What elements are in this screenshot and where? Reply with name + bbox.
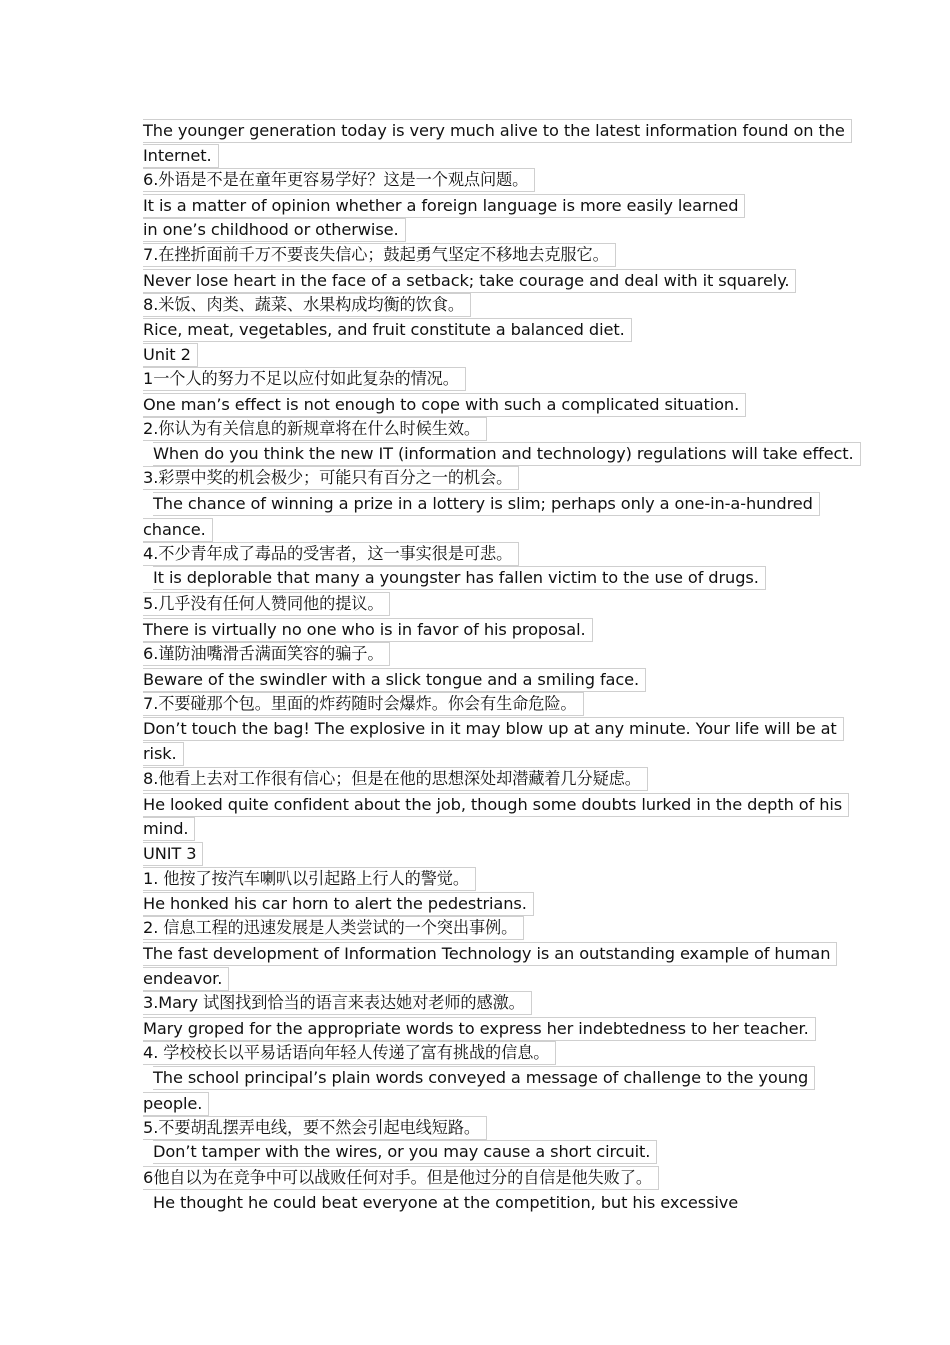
line-text: 3.Mary 试图找到恰当的语言来表达她对老师的感激。 — [143, 991, 532, 1015]
line-text: Internet. — [143, 144, 219, 168]
line-text: 8.米饭、肉类、蔬菜、水果构成均衡的饮食。 — [143, 293, 471, 317]
line-text: It is a matter of opinion whether a foreign language is more easily learned — [143, 194, 745, 218]
text-line — [143, 1166, 659, 1190]
text-line — [143, 642, 390, 666]
text-line — [143, 692, 584, 716]
line-text: Rice, meat, vegetables, and fruit constitute a balanced diet. — [143, 318, 632, 342]
line-text: 1. 他按了按汽车喇叭以引起路上行人的警觉。 — [143, 867, 476, 891]
text-line — [143, 916, 524, 940]
text-line — [143, 742, 184, 766]
text-line — [143, 1092, 209, 1116]
text-line — [143, 867, 476, 891]
text-line — [153, 1066, 815, 1090]
line-text: The chance of winning a prize in a lottery is slim; perhaps only a one-in-a-hundred — [153, 492, 820, 516]
line-text: He honked his car horn to alert the pedestrians. — [143, 892, 534, 916]
line-text: One man’s effect is not enough to cope with such a complicated situation. — [143, 393, 746, 417]
text-line — [143, 991, 532, 1015]
text-line — [143, 243, 616, 267]
text-line — [143, 793, 849, 817]
text-line — [143, 668, 646, 692]
line-text: 5.几乎没有任何人赞同他的提议。 — [143, 592, 390, 616]
line-text: mind. — [143, 817, 195, 841]
text-line — [143, 1041, 556, 1065]
line-text: 7.不要碰那个包。里面的炸药随时会爆炸。你会有生命危险。 — [143, 692, 584, 716]
text-line — [143, 367, 466, 391]
line-text: Don’t tamper with the wires, or you may cause a short circuit. — [153, 1140, 657, 1164]
line-text: He looked quite confident about the job, though some doubts lurked in the depth of his — [143, 793, 849, 817]
line-text: It is deplorable that many a youngster has fallen victim to the use of drugs. — [153, 566, 766, 590]
text-line — [143, 144, 219, 168]
text-line — [143, 194, 745, 218]
line-text: 6.谨防油嘴滑舌满面笑容的骗子。 — [143, 642, 390, 666]
text-line — [153, 1140, 657, 1164]
text-line — [143, 466, 519, 490]
text-line — [143, 269, 796, 293]
text-line — [143, 592, 390, 616]
line-text: risk. — [143, 742, 184, 766]
line-text: endeavor. — [143, 967, 229, 991]
line-text: Don’t touch the bag! The explosive in it may blow up at any minute. Your life will be at — [143, 717, 844, 741]
text-line — [143, 1116, 487, 1140]
line-text: There is virtually no one who is in favor of his proposal. — [143, 618, 593, 642]
line-text: 6.外语是不是在童年更容易学好？这是一个观点问题。 — [143, 168, 535, 192]
text-line — [143, 393, 746, 417]
line-text: When do you think the new IT (information and technology) regulations will take effect. — [153, 442, 861, 466]
text-line — [143, 119, 852, 143]
text-line — [143, 293, 471, 317]
line-text: Never lose heart in the face of a setback; take courage and deal with it squarely. — [143, 269, 796, 293]
line-text: Beware of the swindler with a slick tongue and a smiling face. — [143, 668, 646, 692]
line-text: 2.你认为有关信息的新规章将在什么时候生效。 — [143, 417, 487, 441]
text-line — [143, 542, 519, 566]
section-heading — [143, 842, 203, 866]
line-text: 4. 学校校长以平易话语向年轻人传递了富有挑战的信息。 — [143, 1041, 556, 1065]
section-heading — [143, 343, 198, 367]
text-line — [143, 1017, 816, 1041]
line-text: 8.他看上去对工作很有信心；但是在他的思想深处却潜藏着几分疑虑。 — [143, 767, 648, 791]
text-line — [143, 218, 406, 242]
line-text: 4.不少青年成了毒品的受害者，这一事实很是可悲。 — [143, 542, 519, 566]
line-text: 1一个人的努力不足以应付如此复杂的情况。 — [143, 367, 466, 391]
text-line — [153, 1191, 744, 1215]
line-text: Mary groped for the appropriate words to express her indebtedness to her teacher. — [143, 1017, 816, 1041]
text-line — [143, 942, 837, 966]
text-line — [153, 442, 861, 466]
line-text: 7.在挫折面前千万不要丧失信心；鼓起勇气坚定不移地去克服它。 — [143, 243, 616, 267]
line-text: chance. — [143, 518, 213, 542]
text-line — [143, 518, 213, 542]
text-line — [143, 168, 535, 192]
line-text: He thought he could beat everyone at the competition, but his excessive — [153, 1193, 739, 1212]
text-line — [153, 492, 820, 516]
line-text: 3.彩票中奖的机会极少；可能只有百分之一的机会。 — [143, 466, 519, 490]
text-line — [143, 318, 632, 342]
text-line — [153, 566, 766, 590]
text-line — [143, 417, 487, 441]
line-text: Unit 2 — [143, 343, 198, 367]
line-text: The school principal’s plain words conveyed a message of challenge to the young — [153, 1066, 815, 1090]
line-text: The younger generation today is very much alive to the latest information found on the — [143, 119, 852, 143]
line-text: The fast development of Information Technology is an outstanding example of human — [143, 942, 837, 966]
text-line — [143, 717, 844, 741]
line-text: people. — [143, 1092, 209, 1116]
line-text: 6他自以为在竞争中可以战败任何对手。但是他过分的自信是他失败了。 — [143, 1166, 659, 1190]
text-line — [143, 817, 195, 841]
text-line — [143, 767, 648, 791]
line-text: in one’s childhood or otherwise. — [143, 218, 406, 242]
text-line — [143, 967, 229, 991]
text-line — [143, 618, 593, 642]
text-line — [143, 892, 534, 916]
line-text: UNIT 3 — [143, 842, 203, 866]
line-text: 2. 信息工程的迅速发展是人类尝试的一个突出事例。 — [143, 916, 524, 940]
line-text: 5.不要胡乱摆弄电线，要不然会引起电线短路。 — [143, 1116, 487, 1140]
